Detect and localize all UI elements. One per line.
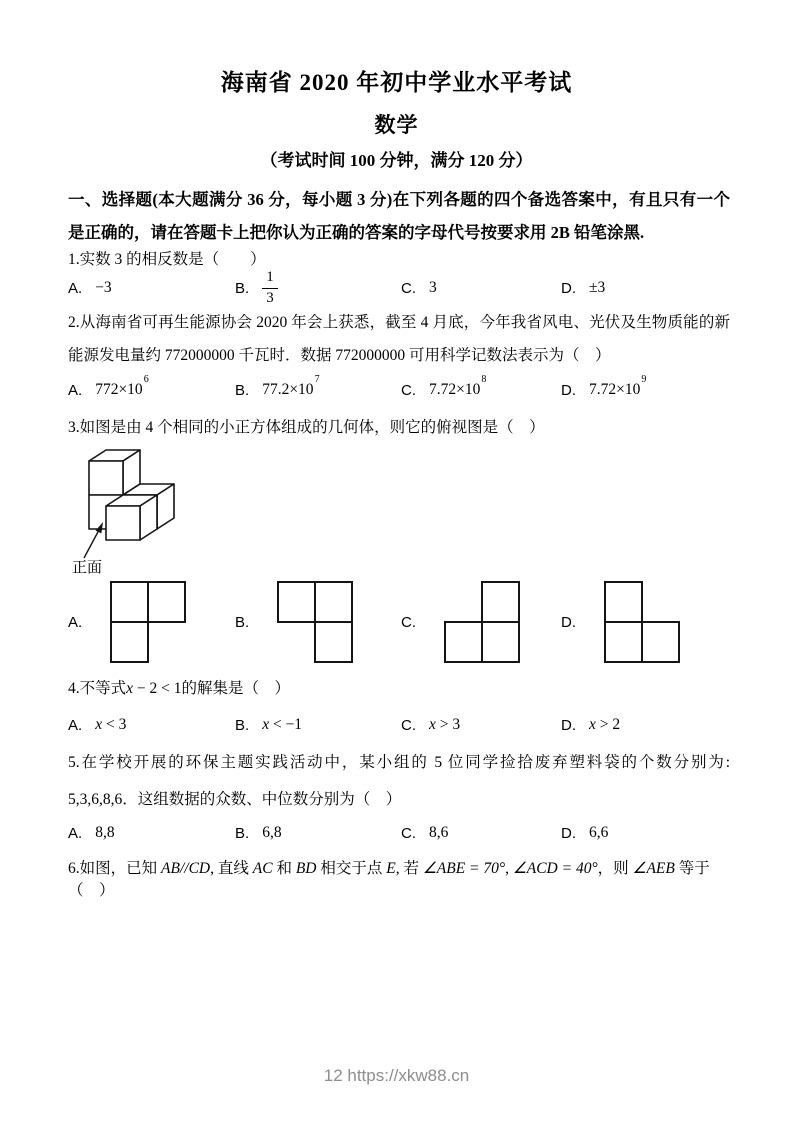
stem-text: 4.不等式 <box>68 680 127 697</box>
question-2-options <box>68 374 730 406</box>
option-label: A. <box>68 381 83 399</box>
question-3-stem: 3.如图是由 4 个相同的小正方体组成的几何体，则它的俯视图是（ ） <box>68 419 545 436</box>
math-expression: < −1 <box>269 716 303 733</box>
option-value <box>95 374 149 399</box>
option-label: B. <box>235 613 250 631</box>
option-value: 3 <box>429 279 437 296</box>
math-angle-aeb: ∠AEB <box>632 860 675 877</box>
cube-front-right <box>106 495 157 540</box>
scientific-base: 7.72×10 <box>589 381 641 399</box>
q1-option-b <box>235 269 401 307</box>
exam-title: 海南省 2020 年初中学业水平考试 <box>220 70 573 95</box>
stem-text: 相交于点 <box>316 860 387 877</box>
math-angle-abe: ∠ABE = 70° <box>422 860 506 877</box>
option-label: A. <box>68 716 83 734</box>
math-line-ac: AC <box>252 860 273 877</box>
math-variable: x <box>95 716 103 733</box>
math-parallel-lines: AB//CD <box>161 860 211 877</box>
q3-figure-option-d <box>561 580 730 664</box>
option-value <box>589 374 647 399</box>
question-3-figure-options <box>68 580 730 664</box>
scientific-exponent: 9 <box>641 374 647 386</box>
option-label: D. <box>561 716 576 734</box>
option-value <box>262 374 320 399</box>
option-label: D. <box>561 824 576 842</box>
scientific-exponent: 7 <box>314 374 320 386</box>
q4-option-a <box>68 716 235 734</box>
q1-option-a <box>68 279 235 297</box>
math-expression: < 3 <box>102 716 127 733</box>
cubes-3d-figure <box>72 436 272 576</box>
top-view-shape-b <box>276 580 354 664</box>
front-face-label: 正面 <box>72 560 103 576</box>
stem-text: ，则 <box>597 860 633 877</box>
math-point-e: E <box>386 860 396 877</box>
option-label: B. <box>235 716 250 734</box>
section-1-instruction: 一、选择题(本大题满分 36 分，每小题 3 分)在下列各题的四个备选答案中，有且只有一个是正确的，请在答题卡上把你认为正确的答案的字母代号按要求用 2B 铅笔涂黑. <box>68 190 730 242</box>
top-view-shape-a <box>109 580 187 664</box>
question-4-options <box>68 710 730 740</box>
q2-option-c <box>401 374 561 399</box>
math-variable: x <box>262 716 270 733</box>
question-5-options <box>68 818 730 848</box>
question-1-stem: 1.实数 3 的相反数是（ ） <box>68 251 266 268</box>
q5-option-a <box>68 824 235 842</box>
q3-figure-option-b <box>235 580 401 664</box>
math-line-bd: BD <box>295 860 317 877</box>
top-view-shape-c <box>443 580 521 664</box>
option-value: −3 <box>95 279 112 296</box>
option-label: C. <box>401 279 416 297</box>
math-variable: x <box>126 680 134 697</box>
q1-option-c <box>401 279 561 297</box>
q5-option-c <box>401 824 561 842</box>
q3-figure-option-c <box>401 580 561 664</box>
option-value: 6,8 <box>262 824 282 841</box>
stem-text: , 若 <box>395 860 423 877</box>
exam-info: （考试时间 100 分钟，满分 120 分） <box>260 151 533 170</box>
option-value <box>95 716 126 734</box>
scientific-base: 772×10 <box>95 381 143 399</box>
option-value <box>429 374 487 399</box>
scientific-exponent: 6 <box>143 374 149 386</box>
option-label: A. <box>68 279 83 297</box>
q4-option-b <box>235 716 401 734</box>
fraction-one-third <box>262 269 278 307</box>
exam-subject: 数学 <box>374 113 419 137</box>
question-4-stem <box>68 678 730 700</box>
question-6-stem <box>68 858 730 902</box>
page-number-and-url[interactable]: 12 https://xkw88.cn <box>323 1066 470 1085</box>
option-label: C. <box>401 381 416 399</box>
math-expression: − 2 < 1 <box>133 680 182 697</box>
question-5-stem: 5.在学校开展的环保主题实践活动中，某小组的 5 位同学捡拾废弃塑料袋的个数分别为: 5,3,6,8,6．这组数据的众数、中位数分别为（ ） <box>68 754 730 808</box>
math-angle-acd: ∠ACD = 40° <box>512 860 598 877</box>
option-label: B. <box>235 824 250 842</box>
option-label: B. <box>235 381 250 399</box>
math-variable: x <box>429 716 436 733</box>
math-variable: x <box>589 716 596 733</box>
stem-text: 和 <box>272 860 296 877</box>
q2-option-b <box>235 374 401 399</box>
option-value: 8,8 <box>95 824 115 841</box>
q3-figure-option-a <box>68 580 235 664</box>
option-label: D. <box>561 381 576 399</box>
option-value <box>429 716 460 734</box>
option-value: ±3 <box>589 279 606 296</box>
option-label: A. <box>68 613 83 631</box>
option-label: A. <box>68 824 83 842</box>
question-1-options <box>68 264 730 312</box>
option-label: C. <box>401 824 416 842</box>
option-label: B. <box>235 279 250 297</box>
option-label: C. <box>401 716 416 734</box>
option-value: 8,6 <box>429 824 449 841</box>
q2-option-a <box>68 374 235 399</box>
option-label: D. <box>561 613 576 631</box>
math-expression: > 2 <box>595 716 621 733</box>
question-2-stem: 2.从海南省可再生能源协会 2020 年会上获悉，截至 4 月底，今年我省风电、光伏及生物质能的新能源发电量约 772000000 千瓦时．数据 772000000 可用科学记数法表示为（ ） <box>68 314 730 364</box>
stem-text: , <box>505 860 513 877</box>
option-value <box>589 716 620 734</box>
q2-option-d <box>561 374 730 399</box>
q4-option-c <box>401 716 561 734</box>
scientific-exponent: 8 <box>481 374 487 386</box>
top-view-shape-d <box>603 580 681 664</box>
option-label: D. <box>561 279 576 297</box>
q5-option-b <box>235 824 401 842</box>
math-expression: > 3 <box>435 716 461 733</box>
page-footer <box>0 1066 793 1086</box>
stem-text: 6.如图，已知 <box>68 860 162 877</box>
stem-text: 等于（ ） <box>68 860 710 899</box>
option-label: C. <box>401 613 416 631</box>
scientific-base: 7.72×10 <box>429 381 481 399</box>
stem-text: , 直线 <box>210 860 253 877</box>
fraction-denominator: 3 <box>266 289 274 306</box>
fraction-numerator: 1 <box>262 269 278 288</box>
q1-option-d <box>561 279 730 297</box>
scientific-base: 77.2×10 <box>262 381 314 399</box>
option-value <box>262 716 302 734</box>
option-value: 6,6 <box>589 824 609 841</box>
stem-text: 的解集是（ ） <box>181 680 291 697</box>
q4-option-d <box>561 716 730 734</box>
q5-option-d <box>561 824 730 842</box>
